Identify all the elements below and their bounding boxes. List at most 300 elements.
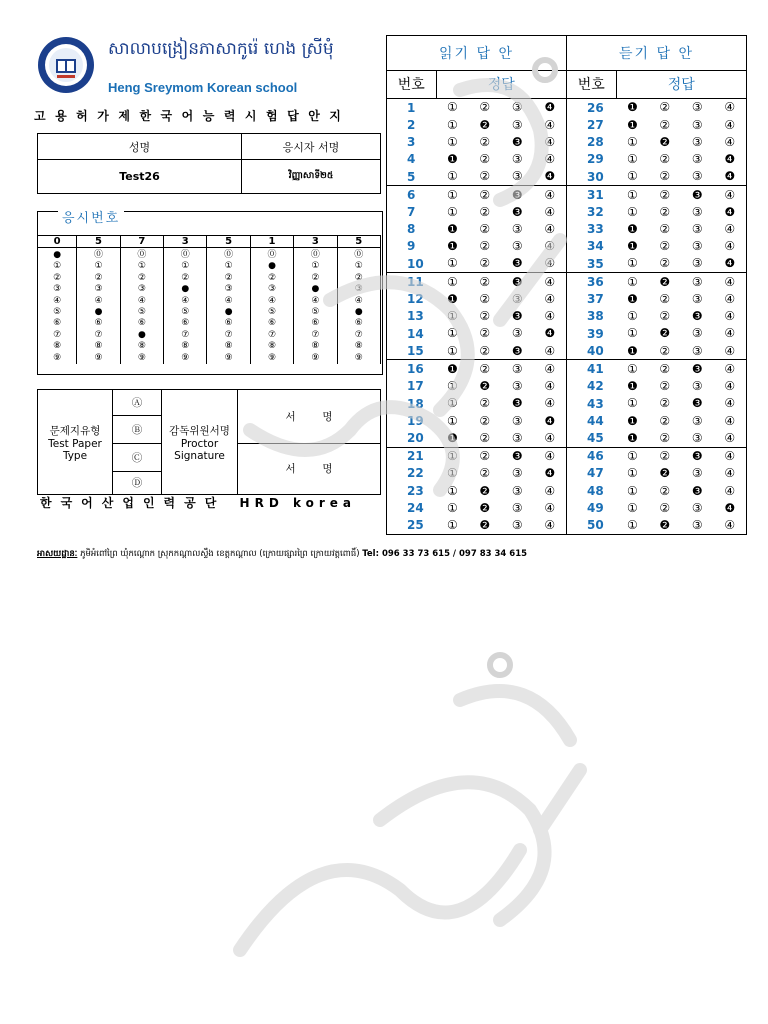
digit-bubble[interactable]: ① bbox=[181, 261, 190, 272]
listening-answer-bubble[interactable]: ④ bbox=[714, 447, 747, 465]
reading-answer-bubble[interactable]: ① bbox=[446, 169, 458, 184]
digit-bubble[interactable]: ⑦ bbox=[354, 329, 363, 340]
listening-answer-bubble[interactable]: ③ bbox=[691, 256, 703, 271]
listening-answer-bubble[interactable]: ④ bbox=[724, 239, 736, 254]
reading-answer-bubble[interactable]: ② bbox=[479, 466, 491, 481]
listening-answer-bubble-filled[interactable]: ❶ bbox=[626, 379, 638, 394]
reading-answer-bubble[interactable]: ① bbox=[446, 396, 458, 411]
listening-answer-bubble[interactable]: ④ bbox=[724, 309, 736, 324]
digit-bubble-filled[interactable]: ● bbox=[53, 250, 62, 260]
listening-answer-bubble-filled[interactable]: ❸ bbox=[691, 396, 703, 411]
listening-answer-bubble[interactable]: ③ bbox=[691, 518, 703, 533]
listening-answer-bubble[interactable]: ② bbox=[649, 99, 681, 117]
reading-answer-bubble[interactable]: ③ bbox=[511, 222, 523, 237]
reading-answer-bubble[interactable]: ① bbox=[446, 483, 458, 498]
digit-bubble[interactable]: ④ bbox=[53, 295, 62, 306]
digit-bubble[interactable]: ① bbox=[354, 261, 363, 272]
digit-bubble[interactable]: ⑥ bbox=[53, 318, 62, 329]
listening-answer-bubble[interactable]: ② bbox=[659, 152, 671, 167]
reading-answer-bubble[interactable]: ① bbox=[446, 256, 458, 271]
listening-answer-bubble[interactable]: ① bbox=[626, 309, 638, 324]
listening-answer-bubble[interactable]: ① bbox=[626, 500, 638, 515]
reading-answer-bubble[interactable]: ④ bbox=[544, 396, 556, 411]
reading-answer-bubble-filled[interactable]: ❷ bbox=[479, 117, 491, 132]
reading-answer-bubble[interactable]: ④ bbox=[544, 256, 556, 271]
reading-answer-bubble[interactable]: ② bbox=[479, 256, 491, 271]
reading-answer-bubble[interactable]: ② bbox=[469, 273, 501, 291]
listening-answer-bubble-filled[interactable]: ❶ bbox=[626, 343, 638, 358]
listening-answer-bubble[interactable]: ④ bbox=[724, 466, 736, 481]
reading-answer-bubble-filled[interactable]: ❶ bbox=[446, 239, 458, 254]
reading-answer-bubble-filled[interactable]: ❹ bbox=[544, 169, 556, 184]
listening-answer-bubble-filled[interactable]: ❶ bbox=[626, 291, 638, 306]
digit-bubble[interactable]: ⑥ bbox=[354, 318, 363, 329]
digit-bubble[interactable]: ⓪ bbox=[137, 250, 147, 260]
reading-answer-bubble-filled[interactable]: ❶ bbox=[446, 222, 458, 237]
listening-answer-bubble-filled[interactable]: ❸ bbox=[681, 186, 713, 204]
listening-answer-bubble[interactable]: ④ bbox=[724, 343, 736, 358]
listening-answer-bubble-filled[interactable]: ❶ bbox=[626, 117, 638, 132]
listening-answer-bubble-filled[interactable]: ❷ bbox=[659, 326, 671, 341]
listening-answer-bubble[interactable]: ① bbox=[626, 518, 638, 533]
listening-answer-bubble[interactable]: ③ bbox=[691, 343, 703, 358]
listening-answer-bubble[interactable]: ④ bbox=[714, 360, 747, 378]
digit-bubble[interactable]: ⑦ bbox=[267, 329, 277, 340]
digit-bubble[interactable]: ⑥ bbox=[94, 318, 103, 329]
reading-answer-bubble[interactable]: ① bbox=[436, 99, 468, 117]
reading-answer-bubble-filled[interactable]: ❶ bbox=[446, 291, 458, 306]
digit-bubble[interactable]: ③ bbox=[53, 284, 62, 295]
type-option-b[interactable]: Ⓑ bbox=[113, 415, 162, 443]
reading-answer-bubble-filled[interactable]: ❸ bbox=[501, 447, 533, 465]
signature-value[interactable]: វិញ្ញាសាទី២៥ bbox=[242, 160, 381, 194]
digit-bubble[interactable]: ⑧ bbox=[224, 341, 233, 352]
reading-answer-bubble[interactable]: ④ bbox=[544, 483, 556, 498]
digit-bubble[interactable]: ④ bbox=[224, 295, 233, 306]
reading-answer-bubble[interactable]: ④ bbox=[544, 204, 556, 219]
school-logo bbox=[36, 35, 96, 95]
digit-bubble[interactable]: ② bbox=[137, 272, 146, 283]
listening-answer-bubble-filled[interactable]: ❹ bbox=[724, 204, 736, 219]
listening-answer-bubble[interactable]: ② bbox=[659, 379, 671, 394]
listening-answer-bubble[interactable]: ② bbox=[659, 204, 671, 219]
digit-bubble[interactable]: ② bbox=[94, 272, 103, 283]
listening-question-number: 48 bbox=[566, 482, 616, 499]
digit-bubble[interactable]: ⑦ bbox=[181, 329, 190, 340]
reading-answer-bubble[interactable]: ④ bbox=[544, 152, 556, 167]
listening-answer-bubble[interactable]: ② bbox=[659, 500, 671, 515]
digit-bubble[interactable]: ④ bbox=[267, 295, 277, 306]
reading-answer-bubble[interactable]: ① bbox=[446, 343, 458, 358]
digit-bubble[interactable]: ⑦ bbox=[311, 329, 320, 340]
digit-bubble[interactable]: ③ bbox=[137, 284, 146, 295]
reading-answer-bubble[interactable]: ④ bbox=[544, 518, 556, 533]
listening-answer-bubble[interactable]: ② bbox=[659, 291, 671, 306]
digit-bubble[interactable]: ① bbox=[137, 261, 146, 272]
digit-bubble[interactable]: ① bbox=[224, 261, 233, 272]
listening-answer-bubble[interactable]: ④ bbox=[724, 222, 736, 237]
digit-bubble[interactable]: ⑨ bbox=[311, 352, 320, 363]
reading-answer-bubble[interactable]: ② bbox=[479, 413, 491, 428]
digit-bubble-filled[interactable]: ● bbox=[181, 284, 190, 295]
agency-line bbox=[40, 494, 370, 511]
digit-bubble[interactable]: ④ bbox=[311, 295, 320, 306]
digit-bubble-filled[interactable]: ● bbox=[137, 329, 146, 340]
reading-answer-bubble-filled[interactable]: ❶ bbox=[446, 152, 458, 167]
listening-answer-bubble[interactable]: ① bbox=[626, 466, 638, 481]
reading-answer-bubble[interactable]: ① bbox=[436, 186, 468, 204]
digit-bubble-filled[interactable]: ● bbox=[224, 306, 233, 317]
reading-answer-bubble[interactable]: ④ bbox=[544, 222, 556, 237]
listening-answer-bubble[interactable]: ③ bbox=[691, 239, 703, 254]
answer-row bbox=[387, 517, 747, 535]
listening-answer-bubble[interactable]: ② bbox=[659, 343, 671, 358]
listening-answer-bubble[interactable]: ③ bbox=[691, 326, 703, 341]
digit-bubble[interactable]: ② bbox=[267, 272, 277, 283]
reading-answer-bubble-filled[interactable]: ❶ bbox=[446, 430, 458, 445]
listening-answer-bubble[interactable]: ① bbox=[626, 256, 638, 271]
digit-bubble-filled[interactable]: ● bbox=[268, 261, 276, 272]
answer-row bbox=[387, 499, 747, 516]
listening-answer-bubble[interactable]: ① bbox=[616, 273, 648, 291]
listening-answer-bubble[interactable]: ④ bbox=[714, 99, 747, 117]
reading-answer-bubble-filled[interactable]: ❸ bbox=[501, 273, 533, 291]
listening-answer-bubble[interactable]: ③ bbox=[691, 379, 703, 394]
digit-bubble[interactable]: ② bbox=[181, 272, 190, 283]
reading-answer-bubble[interactable]: ③ bbox=[511, 483, 523, 498]
reading-answer-bubble-filled[interactable]: ❹ bbox=[544, 466, 556, 481]
reading-answer-bubble-filled[interactable]: ❸ bbox=[511, 134, 523, 149]
listening-answer-bubble[interactable]: ③ bbox=[691, 117, 703, 132]
listening-answer-bubble-filled[interactable]: ❹ bbox=[724, 169, 736, 184]
reading-answer-bubble[interactable]: ② bbox=[469, 99, 501, 117]
listening-answer-bubble-filled[interactable]: ❶ bbox=[626, 222, 638, 237]
digit-bubble[interactable]: ③ bbox=[267, 284, 277, 295]
listening-answer-bubble[interactable]: ④ bbox=[724, 379, 736, 394]
listening-answer-bubble[interactable]: ① bbox=[626, 152, 638, 167]
reading-answer-bubble[interactable]: ④ bbox=[544, 117, 556, 132]
listening-answer-bubble[interactable]: ③ bbox=[691, 291, 703, 306]
digit-bubble[interactable]: ⑥ bbox=[137, 318, 146, 329]
listening-answer-bubble[interactable]: ② bbox=[659, 256, 671, 271]
listening-answer-bubble[interactable]: ② bbox=[659, 222, 671, 237]
digit-bubble[interactable]: ④ bbox=[94, 295, 103, 306]
listening-answer-bubble-filled[interactable]: ❶ bbox=[626, 430, 638, 445]
reading-answer-bubble-filled[interactable]: ❹ bbox=[544, 413, 556, 428]
digit-bubble[interactable]: ④ bbox=[137, 295, 146, 306]
reading-answer-bubble[interactable]: ④ bbox=[544, 430, 556, 445]
answer-row bbox=[387, 168, 747, 186]
listening-answer-bubble[interactable]: ② bbox=[659, 483, 671, 498]
reading-answer-bubble[interactable]: ③ bbox=[511, 430, 523, 445]
reading-answer-bubble[interactable]: ② bbox=[479, 239, 491, 254]
digit-bubble[interactable]: ① bbox=[94, 261, 103, 272]
listening-answer-bubble[interactable]: ① bbox=[616, 360, 648, 378]
listening-answer-bubble[interactable]: ① bbox=[626, 134, 638, 149]
reading-answer-bubble-filled[interactable]: ❷ bbox=[479, 518, 491, 533]
listening-answer-bubble-filled[interactable]: ❸ bbox=[691, 309, 703, 324]
digit-bubble[interactable]: ① bbox=[53, 261, 62, 272]
listening-answer-bubble[interactable]: ④ bbox=[724, 326, 736, 341]
digit-bubble[interactable]: ② bbox=[224, 272, 233, 283]
reading-answer-bubble[interactable]: ④ bbox=[544, 500, 556, 515]
digit-bubble[interactable]: ⓪ bbox=[180, 250, 190, 260]
reading-answer-bubble[interactable]: ③ bbox=[511, 239, 523, 254]
digit-bubble[interactable]: ⑧ bbox=[181, 341, 190, 352]
listening-answer-bubble[interactable]: ③ bbox=[681, 273, 713, 291]
listening-answer-bubble[interactable]: ③ bbox=[691, 134, 703, 149]
reading-answer-bubble[interactable]: ③ bbox=[511, 117, 523, 132]
reading-answer-bubble[interactable]: ③ bbox=[511, 326, 523, 341]
answer-row bbox=[387, 325, 747, 342]
digit-bubble[interactable]: ⑤ bbox=[181, 306, 190, 317]
digit-bubble[interactable]: ⑨ bbox=[137, 352, 146, 363]
reading-answer-bubble[interactable]: ① bbox=[446, 466, 458, 481]
listening-answer-bubble[interactable]: ② bbox=[649, 186, 681, 204]
listening-answer-bubble[interactable]: ④ bbox=[724, 134, 736, 149]
listening-answer-bubble[interactable]: ① bbox=[626, 483, 638, 498]
listening-answer-bubble-filled[interactable]: ❶ bbox=[626, 239, 638, 254]
reading-answer-bubble-filled[interactable]: ❶ bbox=[436, 360, 468, 378]
reading-answer-bubble[interactable]: ④ bbox=[544, 379, 556, 394]
reading-answer-bubble-filled[interactable]: ❷ bbox=[479, 500, 491, 515]
reading-answer-bubble[interactable]: ③ bbox=[511, 291, 523, 306]
digit-bubble[interactable]: ⑥ bbox=[181, 318, 190, 329]
digit-bubble[interactable]: ⑨ bbox=[224, 352, 233, 363]
listening-answer-bubble[interactable]: ② bbox=[649, 447, 681, 465]
digit-bubble-filled[interactable]: ● bbox=[94, 306, 103, 317]
reading-answer-bubble[interactable]: ③ bbox=[511, 379, 523, 394]
listening-answer-bubble[interactable]: ① bbox=[626, 396, 638, 411]
listening-answer-bubble[interactable]: ① bbox=[626, 204, 638, 219]
reading-answer-bubble[interactable]: ② bbox=[469, 186, 501, 204]
reading-answer-bubble[interactable]: ③ bbox=[511, 500, 523, 515]
digit-bubble[interactable]: ⑥ bbox=[267, 318, 277, 329]
type-option-c[interactable]: Ⓒ bbox=[113, 443, 162, 471]
digit-bubble[interactable]: ⓪ bbox=[93, 250, 103, 260]
reading-answer-bubble-filled[interactable]: ❸ bbox=[501, 186, 533, 204]
reading-answer-bubble-filled[interactable]: ❸ bbox=[511, 343, 523, 358]
reading-answer-bubble[interactable]: ② bbox=[479, 169, 491, 184]
digit-bubble[interactable]: ⑨ bbox=[94, 352, 103, 363]
reading-answer-header: 정답 bbox=[436, 70, 566, 98]
reading-answer-bubble[interactable]: ③ bbox=[511, 466, 523, 481]
name-value[interactable]: Test26 bbox=[38, 160, 242, 194]
listening-answer-bubble[interactable]: ① bbox=[616, 186, 648, 204]
listening-answer-bubble[interactable]: ② bbox=[649, 360, 681, 378]
reading-answer-bubble[interactable]: ① bbox=[446, 413, 458, 428]
digit-bubble[interactable]: ④ bbox=[181, 295, 190, 306]
listening-answer-bubble[interactable]: ③ bbox=[681, 99, 713, 117]
digit-bubble[interactable]: ⑨ bbox=[354, 352, 363, 363]
reading-answer-bubble[interactable]: ① bbox=[436, 273, 468, 291]
digit-bubble-filled[interactable]: ● bbox=[354, 306, 363, 317]
listening-answer-bubble-filled[interactable]: ❹ bbox=[724, 500, 736, 515]
listening-answer-bubble[interactable]: ③ bbox=[691, 204, 703, 219]
reading-answer-bubble[interactable]: ④ bbox=[534, 273, 567, 291]
digit-bubble[interactable]: ⑦ bbox=[94, 329, 103, 340]
listening-answer-bubble[interactable]: ② bbox=[659, 430, 671, 445]
reading-answer-bubble[interactable]: ③ bbox=[511, 152, 523, 167]
listening-answer-bubble-filled[interactable]: ❹ bbox=[724, 256, 736, 271]
reading-answer-bubble[interactable]: ② bbox=[469, 447, 501, 465]
digit-bubble[interactable]: ③ bbox=[224, 284, 233, 295]
listening-answer-bubble[interactable]: ④ bbox=[714, 186, 747, 204]
reading-answer-bubble[interactable]: ① bbox=[446, 518, 458, 533]
reading-answer-bubble[interactable]: ② bbox=[479, 326, 491, 341]
listening-answer-bubble[interactable]: ② bbox=[659, 239, 671, 254]
listening-answer-bubble[interactable]: ③ bbox=[691, 413, 703, 428]
digit-bubble[interactable]: ⑦ bbox=[53, 329, 62, 340]
listening-answer-bubble[interactable]: ② bbox=[659, 413, 671, 428]
listening-answer-bubble[interactable]: ③ bbox=[691, 169, 703, 184]
listening-answer-bubble[interactable]: ④ bbox=[724, 291, 736, 306]
listening-answer-bubble[interactable]: ① bbox=[626, 326, 638, 341]
listening-answer-bubble-filled[interactable]: ❷ bbox=[659, 466, 671, 481]
listening-answer-bubble-filled[interactable]: ❹ bbox=[724, 152, 736, 167]
reading-answer-bubble[interactable]: ① bbox=[446, 204, 458, 219]
reading-answer-bubble[interactable]: ③ bbox=[511, 169, 523, 184]
digit-bubble[interactable]: ⑨ bbox=[267, 352, 277, 363]
reading-answer-bubble-filled[interactable]: ❸ bbox=[511, 204, 523, 219]
listening-answer-bubble[interactable]: ① bbox=[626, 169, 638, 184]
digit-bubble[interactable]: ⑤ bbox=[311, 306, 320, 317]
reading-answer-bubble[interactable]: ④ bbox=[544, 239, 556, 254]
reading-answer-bubble[interactable]: ② bbox=[479, 396, 491, 411]
listening-answer-bubble-filled[interactable]: ❸ bbox=[691, 483, 703, 498]
reading-question-number: 15 bbox=[407, 343, 424, 358]
digit-bubble[interactable]: ⑧ bbox=[311, 341, 320, 352]
reading-answer-bubble[interactable]: ④ bbox=[544, 343, 556, 358]
reading-answer-bubble[interactable]: ④ bbox=[544, 309, 556, 324]
digit-bubble[interactable]: ⓪ bbox=[310, 250, 320, 260]
listening-answer-bubble[interactable]: ① bbox=[616, 447, 648, 465]
reading-answer-bubble[interactable]: ④ bbox=[544, 134, 556, 149]
digit-bubble[interactable]: ⑥ bbox=[311, 318, 320, 329]
reading-answer-bubble[interactable]: ② bbox=[479, 222, 491, 237]
reading-answer-bubble[interactable]: ③ bbox=[511, 518, 523, 533]
listening-answer-bubble-filled[interactable]: ❷ bbox=[659, 134, 671, 149]
reading-answer-bubble[interactable]: ② bbox=[479, 343, 491, 358]
digit-bubble-filled[interactable]: ● bbox=[311, 284, 320, 295]
reading-answer-bubble[interactable]: ① bbox=[446, 117, 458, 132]
reading-answer-bubble[interactable]: ① bbox=[446, 326, 458, 341]
reading-answer-bubble[interactable]: ④ bbox=[534, 186, 567, 204]
digit-bubble[interactable]: ⑨ bbox=[53, 352, 62, 363]
listening-question-number: 39 bbox=[566, 325, 616, 342]
listening-answer-bubble[interactable]: ④ bbox=[724, 518, 736, 533]
reading-answer-bubble[interactable]: ② bbox=[469, 360, 501, 378]
digit-bubble[interactable]: ③ bbox=[94, 284, 103, 295]
listening-answer-bubble[interactable]: ② bbox=[659, 117, 671, 132]
listening-answer-bubble[interactable]: ③ bbox=[691, 430, 703, 445]
reading-answer-bubble-filled[interactable]: ❷ bbox=[479, 379, 491, 394]
listening-answer-bubble[interactable]: ③ bbox=[691, 500, 703, 515]
listening-answer-bubble[interactable]: ③ bbox=[691, 222, 703, 237]
reading-answer-bubble[interactable]: ③ bbox=[511, 413, 523, 428]
listening-answer-bubble[interactable]: ④ bbox=[724, 483, 736, 498]
reading-answer-bubble[interactable]: ④ bbox=[534, 360, 567, 378]
proctor-sign-1[interactable]: 서 명 bbox=[238, 390, 381, 444]
digit-bubble[interactable]: ① bbox=[311, 261, 320, 272]
digit-bubble[interactable]: ⑤ bbox=[267, 306, 277, 317]
digit-bubble[interactable]: ③ bbox=[354, 284, 363, 295]
digit-bubble[interactable]: ⑧ bbox=[267, 341, 277, 352]
listening-answer-bubble[interactable]: ② bbox=[659, 309, 671, 324]
reading-answer-bubble[interactable]: ③ bbox=[501, 99, 533, 117]
listening-answer-bubble-filled[interactable]: ❸ bbox=[681, 360, 713, 378]
reading-answer-bubble[interactable]: ① bbox=[446, 309, 458, 324]
reading-answer-bubble-filled[interactable]: ❹ bbox=[534, 99, 567, 117]
digit-bubble[interactable]: ⑥ bbox=[224, 318, 233, 329]
digit-bubble[interactable]: ⓪ bbox=[224, 250, 234, 260]
listening-answer-bubble-filled[interactable]: ❸ bbox=[681, 447, 713, 465]
reading-answer-bubble[interactable]: ② bbox=[479, 134, 491, 149]
listening-answer-bubble[interactable]: ④ bbox=[714, 273, 747, 291]
reading-answer-bubble-filled[interactable]: ❸ bbox=[511, 256, 523, 271]
reading-answer-bubble[interactable]: ② bbox=[479, 430, 491, 445]
listening-answer-bubble-filled[interactable]: ❷ bbox=[659, 518, 671, 533]
reading-answer-bubble[interactable]: ③ bbox=[501, 360, 533, 378]
digit-bubble[interactable]: ② bbox=[53, 272, 62, 283]
digit-bubble[interactable]: ⑦ bbox=[224, 329, 233, 340]
digit-bubble[interactable]: ⑧ bbox=[94, 341, 103, 352]
digit-bubble[interactable]: ⑧ bbox=[53, 341, 62, 352]
reading-answer-bubble[interactable]: ① bbox=[446, 379, 458, 394]
listening-answer-bubble-filled[interactable]: ❶ bbox=[626, 413, 638, 428]
reading-answer-bubble[interactable]: ② bbox=[479, 152, 491, 167]
listening-answer-bubble[interactable]: ② bbox=[659, 169, 671, 184]
listening-answer-bubble[interactable]: ④ bbox=[724, 117, 736, 132]
listening-answer-bubble[interactable]: ③ bbox=[691, 152, 703, 167]
digit-bubble[interactable]: ⑨ bbox=[181, 352, 190, 363]
reading-answer-bubble[interactable]: ① bbox=[446, 500, 458, 515]
reading-answer-bubble[interactable]: ② bbox=[479, 204, 491, 219]
digit-bubble[interactable]: ⓪ bbox=[267, 250, 277, 260]
reading-answer-bubble-filled[interactable]: ❹ bbox=[544, 326, 556, 341]
digit-bubble[interactable]: ⑧ bbox=[354, 341, 363, 352]
listening-answer-bubble[interactable]: ② bbox=[659, 396, 671, 411]
listening-answer-bubble[interactable]: ④ bbox=[724, 430, 736, 445]
digit-bubble[interactable]: ⑧ bbox=[137, 341, 146, 352]
digit-bubble[interactable]: ⑤ bbox=[53, 306, 62, 317]
reading-answer-bubble-filled[interactable]: ❷ bbox=[479, 483, 491, 498]
listening-answer-bubble[interactable]: ④ bbox=[724, 396, 736, 411]
reading-answer-bubble[interactable]: ② bbox=[479, 291, 491, 306]
reading-answer-bubble-filled[interactable]: ❸ bbox=[511, 309, 523, 324]
reading-answer-bubble[interactable]: ④ bbox=[544, 291, 556, 306]
listening-answer-bubble-filled[interactable]: ❷ bbox=[649, 273, 681, 291]
type-option-d[interactable]: Ⓓ bbox=[113, 471, 162, 494]
listening-answer-bubble-filled[interactable]: ❶ bbox=[616, 99, 648, 117]
type-option-a[interactable]: Ⓐ bbox=[113, 390, 162, 416]
reading-answer-bubble-filled[interactable]: ❸ bbox=[511, 396, 523, 411]
reading-answer-bubble[interactable]: ② bbox=[479, 309, 491, 324]
digit-bubble[interactable]: ⑤ bbox=[137, 306, 146, 317]
digit-bubble[interactable]: ② bbox=[354, 272, 363, 283]
reading-answer-bubble[interactable]: ① bbox=[436, 447, 468, 465]
listening-answer-bubble[interactable]: ③ bbox=[691, 466, 703, 481]
exam-digit-column bbox=[337, 248, 380, 364]
digit-bubble[interactable]: ② bbox=[311, 272, 320, 283]
proctor-sign-2[interactable]: 서 명 bbox=[238, 443, 381, 494]
reading-answer-bubble[interactable]: ① bbox=[446, 134, 458, 149]
digit-bubble[interactable]: ④ bbox=[354, 295, 363, 306]
digit-bubble[interactable]: ⓪ bbox=[354, 250, 364, 260]
reading-answer-bubble[interactable]: ④ bbox=[534, 447, 567, 465]
listening-answer-bubble[interactable]: ④ bbox=[724, 413, 736, 428]
exam-digit-header: 5 bbox=[207, 236, 250, 248]
